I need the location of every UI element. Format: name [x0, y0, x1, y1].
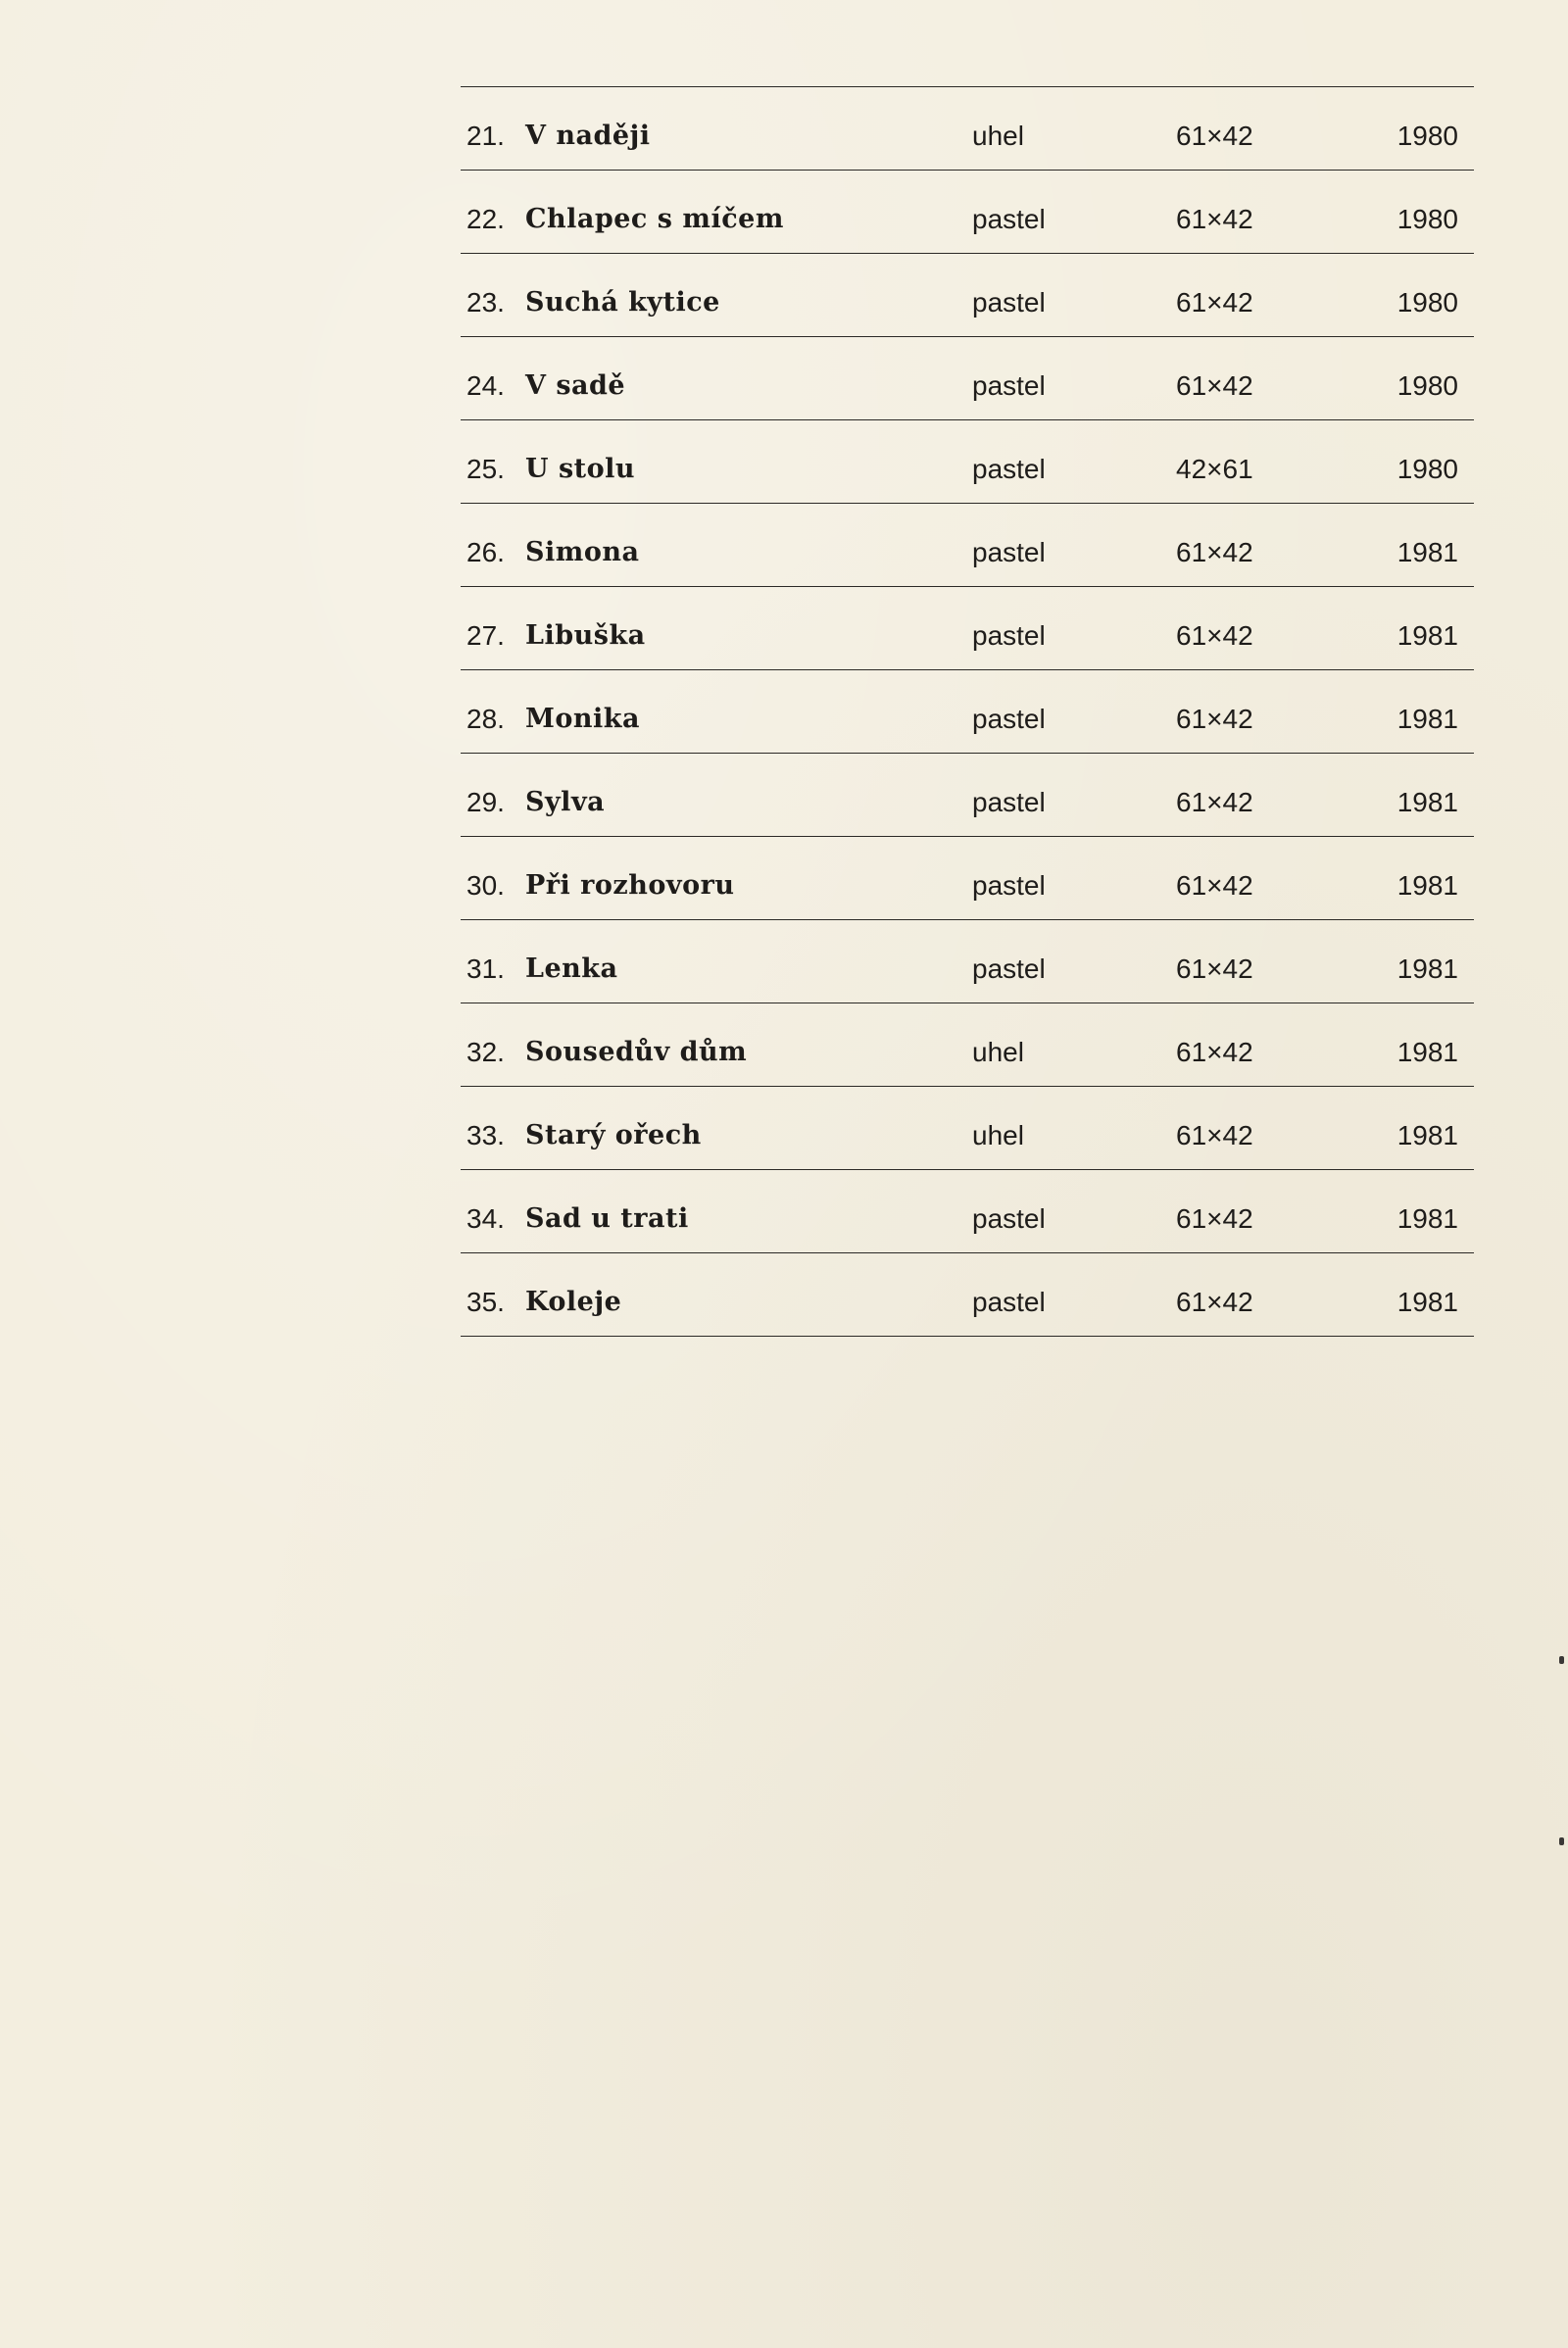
artwork-size: 61×42 [1176, 370, 1253, 401]
artwork-medium: pastel [972, 620, 1046, 651]
artwork-number: 24. [466, 370, 505, 401]
artwork-medium: pastel [972, 787, 1046, 817]
artwork-medium: pastel [972, 454, 1046, 484]
artwork-medium: pastel [972, 537, 1046, 567]
artwork-medium: pastel [972, 287, 1046, 318]
table-row [461, 754, 1474, 837]
artwork-size: 61×42 [1176, 1203, 1253, 1234]
artwork-size: 61×42 [1176, 787, 1253, 817]
artwork-title: Při rozhovoru [525, 870, 735, 901]
artwork-year: 1981 [1396, 620, 1458, 651]
artwork-size: 61×42 [1176, 537, 1253, 567]
artwork-number: 35. [466, 1287, 505, 1317]
artwork-medium: pastel [972, 954, 1046, 984]
artwork-number: 30. [466, 870, 505, 901]
artwork-size: 61×42 [1176, 1287, 1253, 1317]
artwork-medium: pastel [972, 1203, 1046, 1234]
artwork-number: 29. [466, 787, 505, 817]
table-row [461, 504, 1474, 587]
artwork-medium: uhel [972, 1037, 1024, 1067]
artwork-title: Simona [525, 537, 640, 567]
artwork-title: Sylva [525, 787, 606, 817]
artwork-title: Koleje [525, 1287, 622, 1317]
table-row [461, 670, 1474, 754]
artwork-title: Suchá kytice [525, 287, 720, 318]
artwork-year: 1981 [1396, 787, 1458, 817]
table-row [461, 920, 1474, 1003]
artwork-number: 28. [466, 704, 505, 734]
artwork-size: 61×42 [1176, 954, 1253, 984]
artwork-size: 61×42 [1176, 620, 1253, 651]
catalog-rows [461, 87, 1474, 1337]
artwork-title: Libuška [525, 620, 646, 651]
artwork-year: 1981 [1396, 954, 1458, 984]
artwork-year: 1981 [1396, 537, 1458, 567]
artwork-number: 26. [466, 537, 505, 567]
artwork-year: 1981 [1396, 1203, 1458, 1234]
table-row [461, 1170, 1474, 1253]
artwork-medium: pastel [972, 1287, 1046, 1317]
artwork-number: 31. [466, 954, 505, 984]
artwork-size: 61×42 [1176, 287, 1253, 318]
artwork-size: 61×42 [1176, 870, 1253, 901]
table-row [461, 87, 1474, 171]
artwork-year: 1980 [1396, 204, 1458, 234]
artwork-number: 22. [466, 204, 505, 234]
table-row [461, 1087, 1474, 1170]
artwork-size: 61×42 [1176, 121, 1253, 151]
catalog-table [461, 86, 1474, 1337]
artwork-year: 1981 [1396, 1120, 1458, 1150]
table-row [461, 587, 1474, 670]
artwork-size: 61×42 [1176, 204, 1253, 234]
table-row [461, 420, 1474, 504]
artwork-number: 33. [466, 1120, 505, 1150]
table-row [461, 337, 1474, 420]
table-row [461, 1003, 1474, 1087]
artwork-year: 1981 [1396, 1037, 1458, 1067]
artwork-title: Starý ořech [525, 1120, 702, 1150]
margin-mark [1559, 1656, 1564, 1664]
artwork-title: V sadě [525, 370, 626, 401]
artwork-year: 1980 [1396, 287, 1458, 318]
artwork-number: 23. [466, 287, 505, 318]
artwork-size: 61×42 [1176, 1120, 1253, 1150]
artwork-title: U stolu [525, 454, 636, 484]
artwork-year: 1980 [1396, 370, 1458, 401]
artwork-year: 1980 [1396, 121, 1458, 151]
table-row [461, 1253, 1474, 1337]
artwork-size: 42×61 [1176, 454, 1253, 484]
artwork-medium: pastel [972, 204, 1046, 234]
artwork-medium: uhel [972, 1120, 1024, 1150]
artwork-title: Sousedův dům [525, 1037, 748, 1067]
artwork-number: 21. [466, 121, 505, 151]
artwork-number: 25. [466, 454, 505, 484]
artwork-year: 1981 [1396, 704, 1458, 734]
artwork-title: Lenka [525, 954, 618, 984]
table-row [461, 254, 1474, 337]
artwork-title: Monika [525, 704, 640, 734]
artwork-medium: pastel [972, 704, 1046, 734]
artwork-year: 1981 [1396, 1287, 1458, 1317]
artwork-size: 61×42 [1176, 704, 1253, 734]
table-row [461, 837, 1474, 920]
artwork-number: 27. [466, 620, 505, 651]
artwork-year: 1981 [1396, 870, 1458, 901]
artwork-title: Sad u trati [525, 1203, 689, 1234]
table-row [461, 171, 1474, 254]
artwork-medium: pastel [972, 370, 1046, 401]
artwork-number: 34. [466, 1203, 505, 1234]
artwork-size: 61×42 [1176, 1037, 1253, 1067]
artwork-year: 1980 [1396, 454, 1458, 484]
artwork-medium: pastel [972, 870, 1046, 901]
artwork-title: Chlapec s míčem [525, 204, 784, 234]
margin-mark [1559, 1837, 1564, 1845]
artwork-medium: uhel [972, 121, 1024, 151]
artwork-number: 32. [466, 1037, 505, 1067]
artwork-title: V naději [525, 121, 651, 151]
